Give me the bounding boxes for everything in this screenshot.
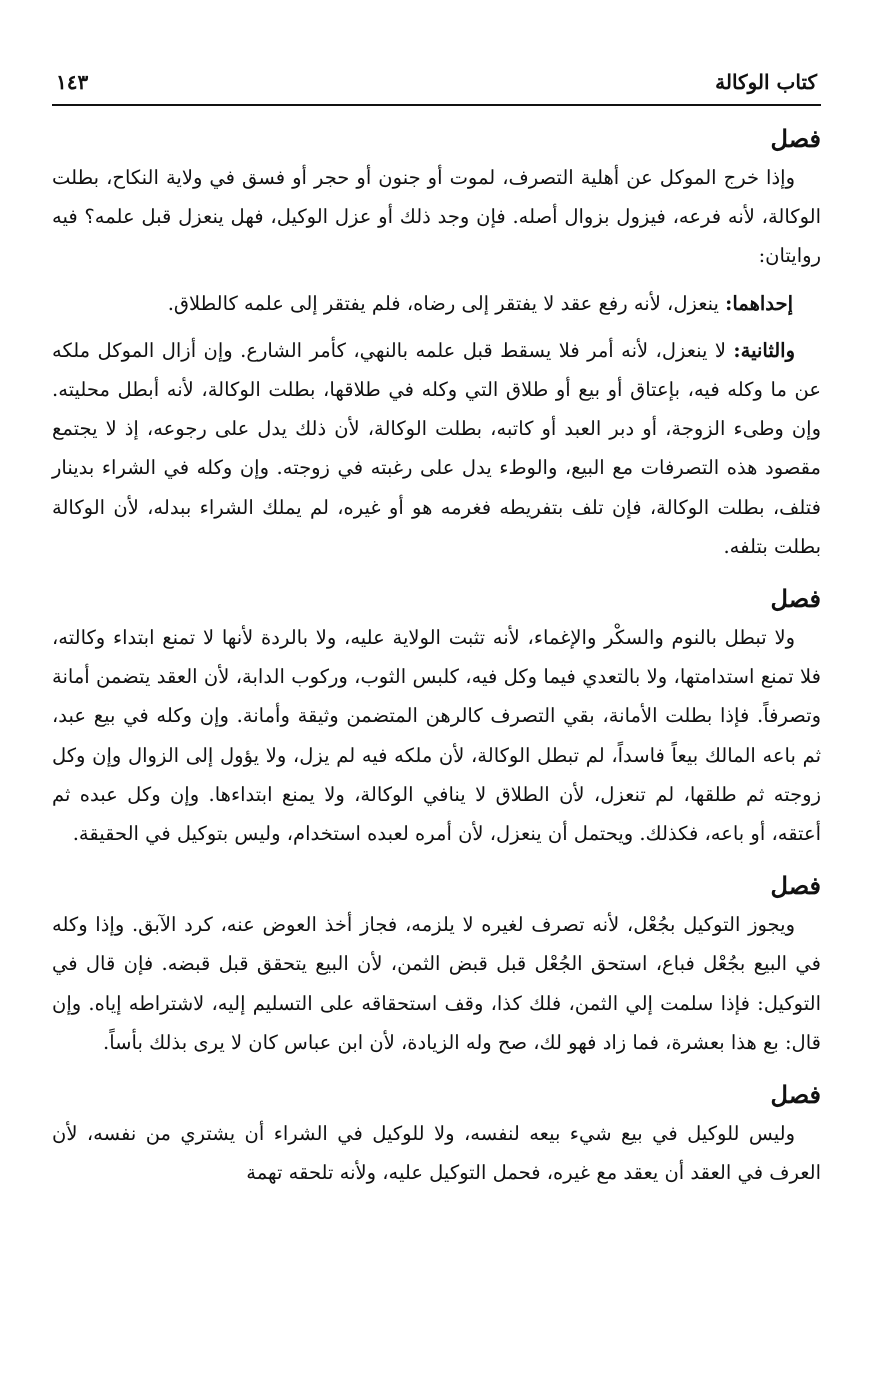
section-3 — [52, 867, 821, 1062]
section-title: فصل — [770, 124, 821, 153]
narration-text: لا ينعزل، لأنه أمر فلا يسقط قبل علمه بالنهي، كأمر الشارع. وإن أزال الموكل ملكه عن ما وكله فيه، بإعتاق أو بيع أو طلاق التي وكله في طلاقها، بطلت الوكالة، لأنه أبطل محليته. وإن وطىء الزوجة، أو دبر العبد أو كاتبه، بطلت الوكالة، لأن ذلك يدل على رجوعه، إذ لا يجتمع مقصود هذه التصرفات مع البيع، والوطء يدل على رغبته في زوجته. وإن وكله في الشراء بدينار فتلف، بطلت الوكالة، فإن تلف بتفريطه فغرمه هو أو غيره، لم يملك الشراء ببدله، لأن الوكالة بطلت بتلفه. — [52, 338, 821, 558]
narration-text: ينعزل، لأنه رفع عقد لا يفتقر إلى رضاه، فلم يفتقر إلى علمه كالطلاق. — [167, 291, 726, 315]
section-4 — [52, 1076, 821, 1192]
book-title: كتاب الوكالة — [715, 70, 817, 94]
narration-2 — [52, 331, 821, 566]
narration-lead: والثانية: — [733, 338, 795, 362]
page-number: ١٤٣ — [56, 70, 89, 94]
paragraph: وإذا خرج الموكل عن أهلية التصرف، لموت أو جنون أو حجر أو فسق في ولاية النكاح، بطلت الوكالة، لأنه فرعه، فيزول بزوال أصله. فإن وجد ذلك أو عزل الوكيل، فهل ينعزل قبل علمه؟ فيه روايتان: — [52, 166, 821, 268]
section-title: فصل — [770, 584, 821, 614]
section-2 — [52, 580, 821, 853]
running-head — [52, 70, 821, 98]
section-title: فصل — [770, 1080, 821, 1110]
section-title: فصل — [770, 871, 821, 901]
section-1 — [52, 120, 821, 566]
paragraph: ويجوز التوكيل بجُعْل، لأنه تصرف لغيره لا يلزمه، فجاز أخذ العوض عنه، كرد الآبق. وإذا وكله في البيع بجُعْل فباع، استحق الجُعْل قبل قبض الثمن، لأن البيع يتحقق قبل قبضه. فإن قال في التوكيل: فإذا سلمت إلي الثمن، فلك كذا، وقف استحقاقه على التسليم إليه، لاشتراطه إياه. وإن قال: بع هذا بعشرة، فما زاد فهو لك، صح وله الزيادة، لأن ابن عباس كان لا يرى بذلك بأساً. — [52, 913, 821, 1054]
header-rule — [52, 104, 821, 106]
paragraph: وليس للوكيل في بيع شيء بيعه لنفسه، ولا للوكيل في الشراء أن يشتري من نفسه، لأن العرف في العقد أن يعقد مع غيره، فحمل التوكيل عليه، ولأنه تلحقه تهمة — [52, 1122, 821, 1185]
paragraph: ولا تبطل بالنوم والسكْر والإغماء، لأنه تثبت الولاية عليه، ولا بالردة لأنها لا تمنع ابتداء وكالته، فلا تمنع استدامتها، ولا بالتعدي فيما وكل فيه، كلبس الثوب، وركوب الدابة، لأن العقد يتضمن أمانة وتصرفاً. فإذا بطلت الأمانة، بقي التصرف كالرهن المتضمن وثيقة وأمانة. وإن وكله في بيع عبد، ثم باعه المالك بيعاً فاسداً، لم تبطل الوكالة، لأن ملكه فيه لم يزل، ولا يؤول إلى الزوال وإن وكل زوجته ثم طلقها، لم تنعزل، لأن الطلاق لا ينافي الوكالة، ولا يمنع ابتداءها. وإن وكل عبده ثم أعتقه، أو باعه، فكذلك. ويحتمل أن ينعزل، لأن أمره لعبده استخدام، وليس بتوكيل في الحقيقة. — [52, 626, 821, 846]
narration-lead: إحداهما: — [725, 291, 793, 315]
narration-1 — [52, 284, 821, 323]
